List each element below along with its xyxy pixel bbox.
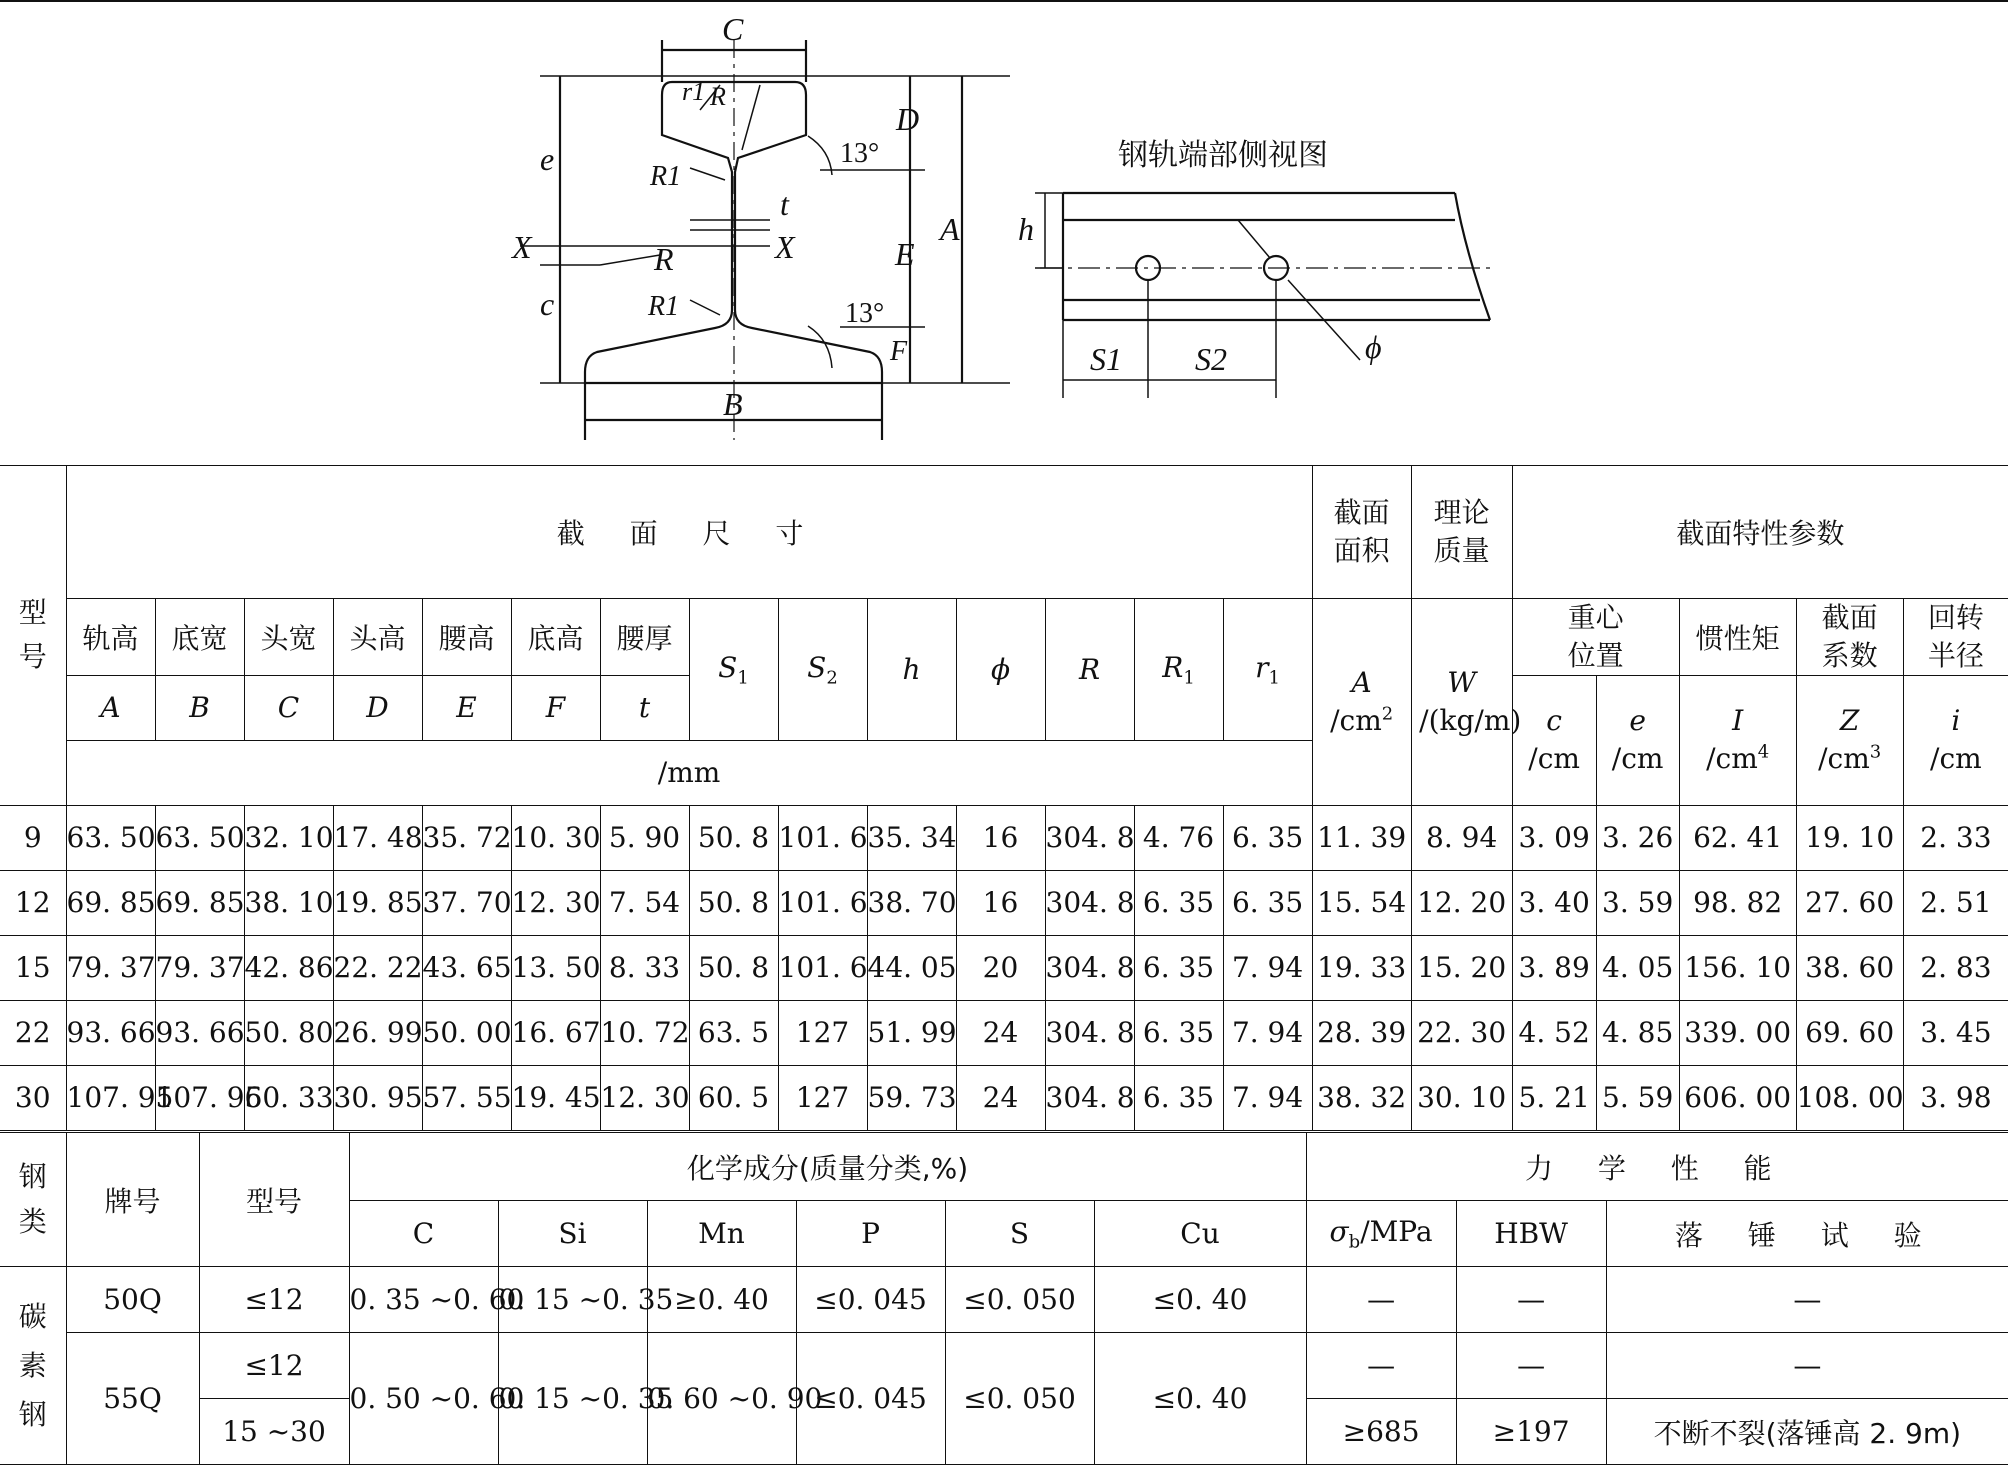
table-cell: 15. 20 — [1411, 935, 1512, 1000]
label-R1-top: R1 — [650, 161, 682, 192]
table-cell: 127 — [778, 1000, 867, 1065]
table-cell: 339. 00 — [1679, 1000, 1796, 1065]
mm-unit: /mm — [66, 740, 1312, 805]
chem-header: 化学成分(质量分类,%) — [349, 1133, 1306, 1201]
label-X-right: X — [775, 229, 795, 265]
col-symbol-6: t — [600, 675, 689, 740]
table-cell: 4. 05 — [1596, 935, 1679, 1000]
inertia-header: 惯性矩 — [1679, 599, 1796, 676]
table-cell: 20 — [956, 935, 1045, 1000]
table-cell: 38. 10 — [244, 870, 333, 935]
col-symbol-4: E — [422, 675, 511, 740]
table-cell: 2. 83 — [1903, 935, 2008, 1000]
table-cell: 4. 76 — [1134, 805, 1223, 870]
col-name-5: 底高 — [511, 599, 600, 676]
table-cell: 44. 05 — [867, 935, 956, 1000]
extra-symbol-4: R — [1045, 599, 1134, 741]
table-cell: 6. 35 — [1134, 870, 1223, 935]
model-50q: ≤12 — [199, 1267, 349, 1333]
composition-table — [0, 1132, 2008, 1465]
extra-symbol-5: $R_1$ — [1134, 599, 1223, 741]
table-cell: 7. 94 — [1223, 935, 1312, 1000]
table-cell: 304. 8 — [1045, 1065, 1134, 1130]
extra-symbol-6: $r_1$ — [1223, 599, 1312, 741]
table-cell: 7. 94 — [1223, 1065, 1312, 1130]
table-cell: 10. 72 — [600, 1000, 689, 1065]
col-symbol-3: D — [333, 675, 422, 740]
table-cell: 107. 95 — [66, 1065, 155, 1130]
table-cell: 304. 8 — [1045, 870, 1134, 935]
table-cell: 35. 34 — [867, 805, 956, 870]
dimension-table — [0, 465, 2008, 1131]
row-model-cell: 9 — [0, 805, 66, 870]
props-header: 截面特性参数 — [1512, 466, 2008, 599]
row-model-cell: 22 — [0, 1000, 66, 1065]
table-cell: 63. 50 — [155, 805, 244, 870]
table-cell: 5. 59 — [1596, 1065, 1679, 1130]
extra-symbol-2: h — [867, 599, 956, 741]
label-S1: S1 — [1090, 341, 1122, 377]
table-cell: 19. 85 — [333, 870, 422, 935]
table-cell: 50. 00 — [422, 1000, 511, 1065]
table-cell: 107. 95 — [155, 1065, 244, 1130]
grade-50q: 50Q — [66, 1267, 199, 1333]
table-cell: 24 — [956, 1065, 1045, 1130]
table-cell: 63. 5 — [689, 1000, 778, 1065]
table-cell: 26. 99 — [333, 1000, 422, 1065]
table-cell: 62. 41 — [1679, 805, 1796, 870]
table-cell: 79. 37 — [155, 935, 244, 1000]
table-cell: 2. 51 — [1903, 870, 2008, 935]
table-cell: 4. 85 — [1596, 1000, 1679, 1065]
table-cell: 19. 33 — [1312, 935, 1411, 1000]
drop-50q: — — [1606, 1267, 2008, 1333]
table-cell: 16 — [956, 870, 1045, 935]
table-cell: 10. 30 — [511, 805, 600, 870]
table-cell: 3. 40 — [1512, 870, 1596, 935]
label-angle-top: 13° — [840, 138, 880, 169]
prop-unit-2: I $/cm^4$ — [1679, 675, 1796, 805]
table-cell: 43. 65 — [422, 935, 511, 1000]
col-symbol-1: B — [155, 675, 244, 740]
table-cell: 19. 10 — [1796, 805, 1903, 870]
grade-55q: 55Q — [66, 1333, 199, 1465]
label-phi: ϕ — [1365, 329, 1382, 365]
cu-55q: ≤0. 40 — [1094, 1333, 1306, 1465]
table-cell: 57. 55 — [422, 1065, 511, 1130]
si-50q: 0. 15 ~0. 35 — [498, 1267, 647, 1333]
s-50q: ≤0. 050 — [945, 1267, 1094, 1333]
row-model-cell: 15 — [0, 935, 66, 1000]
mn-50q: ≥0. 40 — [647, 1267, 796, 1333]
prop-unit-3: Z $/cm^3$ — [1796, 675, 1903, 805]
table-cell: 6. 35 — [1134, 1065, 1223, 1130]
table-cell: 2. 33 — [1903, 805, 2008, 870]
table-cell: 7. 94 — [1223, 1000, 1312, 1065]
table-cell: 16. 67 — [511, 1000, 600, 1065]
c-50q: 0. 35 ~0. 60 — [349, 1267, 498, 1333]
p-50q: ≤0. 045 — [796, 1267, 945, 1333]
section-size-header: 截 面 尺 寸 — [66, 466, 1312, 599]
cu-50q: ≤0. 40 — [1094, 1267, 1306, 1333]
table-cell: 63. 50 — [66, 805, 155, 870]
label-C: C — [722, 11, 744, 47]
element-Cu: Cu — [1094, 1201, 1306, 1267]
table-cell: 6. 35 — [1134, 935, 1223, 1000]
table-cell: 6. 35 — [1223, 805, 1312, 870]
side-view-caption: 钢轨端部侧视图 — [1118, 138, 1328, 173]
table-cell: 27. 60 — [1796, 870, 1903, 935]
model-55q-b: 15 ~30 — [199, 1399, 349, 1465]
centroid-header: 重心位置 — [1512, 599, 1679, 676]
element-C: C — [349, 1201, 498, 1267]
table-cell: 5. 90 — [600, 805, 689, 870]
label-e: e — [540, 141, 555, 177]
table-cell: 69. 60 — [1796, 1000, 1903, 1065]
modulus-header: 截面系数 — [1796, 599, 1903, 676]
table-cell: 93. 66 — [66, 1000, 155, 1065]
table-cell: 5. 21 — [1512, 1065, 1596, 1130]
table-row — [0, 1000, 2008, 1065]
c-55q: 0. 50 ~0. 60 — [349, 1333, 498, 1465]
table-cell: 69. 85 — [66, 870, 155, 935]
table-cell: 69. 85 — [155, 870, 244, 935]
table-cell: 24 — [956, 1000, 1045, 1065]
table-row — [0, 1065, 2008, 1130]
table-cell: 606. 00 — [1679, 1065, 1796, 1130]
table-cell: 304. 8 — [1045, 805, 1134, 870]
label-c: c — [540, 286, 555, 322]
drop-header: 落 锤 试 验 — [1606, 1201, 2008, 1267]
sigma-50q: — — [1306, 1267, 1456, 1333]
table-cell: 22. 22 — [333, 935, 422, 1000]
table-cell: 30. 10 — [1411, 1065, 1512, 1130]
table-cell: 38. 70 — [867, 870, 956, 935]
table-cell: 8. 94 — [1411, 805, 1512, 870]
table-cell: 35. 72 — [422, 805, 511, 870]
table-cell: 127 — [778, 1065, 867, 1130]
area-header: 截面面积 — [1312, 466, 1411, 599]
col-symbol-0: A — [66, 675, 155, 740]
grade-header: 牌号 — [66, 1133, 199, 1267]
extra-symbol-1: $S_2$ — [778, 599, 867, 741]
table-cell: 50. 8 — [689, 935, 778, 1000]
label-X-left: X — [512, 229, 532, 265]
steel-class-header: 钢类 — [0, 1133, 66, 1267]
table-cell: 12. 30 — [511, 870, 600, 935]
table-cell: 37. 70 — [422, 870, 511, 935]
rail-drawings — [0, 0, 2008, 465]
table-cell: 30. 95 — [333, 1065, 422, 1130]
table-cell: 60. 33 — [244, 1065, 333, 1130]
table-cell: 59. 73 — [867, 1065, 956, 1130]
drop-55q-a: — — [1606, 1333, 2008, 1399]
col-name-2: 头宽 — [244, 599, 333, 676]
element-P: P — [796, 1201, 945, 1267]
table-cell: 3. 89 — [1512, 935, 1596, 1000]
table-cell: 13. 50 — [511, 935, 600, 1000]
extra-symbol-0: $S_1$ — [689, 599, 778, 741]
mn-55q: 0. 60 ~0. 90 — [647, 1333, 796, 1465]
table-cell: 3. 26 — [1596, 805, 1679, 870]
label-R-mid: R — [654, 241, 674, 277]
label-angle-bottom: 13° — [845, 298, 885, 329]
col-name-6: 腰厚 — [600, 599, 689, 676]
mech-header: 力 学 性 能 — [1306, 1133, 2008, 1201]
label-h: h — [1018, 211, 1034, 247]
drop-55q-b: 不断不裂(落锤高 2. 9m) — [1606, 1399, 2008, 1465]
table-cell: 38. 60 — [1796, 935, 1903, 1000]
element-Si: Si — [498, 1201, 647, 1267]
table-cell: 6. 35 — [1223, 870, 1312, 935]
table-cell: 108. 00 — [1796, 1065, 1903, 1130]
col-name-4: 腰高 — [422, 599, 511, 676]
sigma-55q-a: — — [1306, 1333, 1456, 1399]
label-t: t — [780, 186, 789, 222]
col-symbol-5: F — [511, 675, 600, 740]
element-Mn: Mn — [647, 1201, 796, 1267]
table-cell: 19. 45 — [511, 1065, 600, 1130]
label-F: F — [890, 336, 908, 367]
table-cell: 93. 66 — [155, 1000, 244, 1065]
table-cell: 38. 32 — [1312, 1065, 1411, 1130]
table-cell: 4. 52 — [1512, 1000, 1596, 1065]
table-cell: 3. 45 — [1903, 1000, 2008, 1065]
figures-area — [0, 0, 2008, 465]
table-cell: 50. 8 — [689, 805, 778, 870]
mass-unit-cell: W /(kg/m) — [1411, 599, 1512, 806]
table-cell: 304. 8 — [1045, 935, 1134, 1000]
table-row — [0, 935, 2008, 1000]
steel-class-cell: 碳素钢 — [0, 1267, 66, 1465]
table-cell: 156. 10 — [1679, 935, 1796, 1000]
mass-header: 理论质量 — [1411, 466, 1512, 599]
model-header: 型号 — [0, 466, 66, 806]
col-name-1: 底宽 — [155, 599, 244, 676]
table-cell: 51. 99 — [867, 1000, 956, 1065]
sigma-header: $\sigma_b$/MPa — [1306, 1201, 1456, 1267]
label-S2: S2 — [1195, 341, 1227, 377]
table-cell: 15. 54 — [1312, 870, 1411, 935]
table-cell: 50. 80 — [244, 1000, 333, 1065]
table-cell: 79. 37 — [66, 935, 155, 1000]
table-cell: 12. 20 — [1411, 870, 1512, 935]
table-cell: 304. 8 — [1045, 1000, 1134, 1065]
label-A: A — [940, 211, 960, 247]
table-cell: 8. 33 — [600, 935, 689, 1000]
extra-symbol-3: ϕ — [956, 599, 1045, 741]
hbw-55q-a: — — [1456, 1333, 1606, 1399]
table-cell: 98. 82 — [1679, 870, 1796, 935]
col-name-0: 轨高 — [66, 599, 155, 676]
area-unit-cell: A $/cm^2$ — [1312, 599, 1411, 806]
table-cell: 22. 30 — [1411, 1000, 1512, 1065]
table-cell: 60. 5 — [689, 1065, 778, 1130]
table-cell: 3. 98 — [1903, 1065, 2008, 1130]
model-55q-a: ≤12 — [199, 1333, 349, 1399]
label-E: E — [895, 236, 915, 272]
table-cell: 50. 8 — [689, 870, 778, 935]
table-cell: 101. 6 — [778, 805, 867, 870]
table-cell: 12. 30 — [600, 1065, 689, 1130]
dimension-rows — [0, 805, 2008, 1130]
table-cell: 7. 54 — [600, 870, 689, 935]
prop-unit-1: e /cm — [1596, 675, 1679, 805]
label-R1-bottom: R1 — [648, 291, 680, 322]
element-S: S — [945, 1201, 1094, 1267]
table-cell: 11. 39 — [1312, 805, 1411, 870]
table-cell: 16 — [956, 805, 1045, 870]
s-55q: ≤0. 050 — [945, 1333, 1094, 1465]
hbw-header: HBW — [1456, 1201, 1606, 1267]
sigma-55q-b: ≥685 — [1306, 1399, 1456, 1465]
label-B: B — [723, 386, 743, 422]
table-cell: 28. 39 — [1312, 1000, 1411, 1065]
label-R-top: R — [710, 82, 726, 111]
radius-header: 回转半径 — [1903, 599, 2008, 676]
table-row — [0, 870, 2008, 935]
hbw-50q: — — [1456, 1267, 1606, 1333]
row-model-cell: 12 — [0, 870, 66, 935]
si-55q: 0. 15 ~0. 35 — [498, 1333, 647, 1465]
table-cell: 42. 86 — [244, 935, 333, 1000]
table-row — [0, 805, 2008, 870]
col-name-3: 头高 — [333, 599, 422, 676]
table-cell: 6. 35 — [1134, 1000, 1223, 1065]
table-cell: 3. 09 — [1512, 805, 1596, 870]
chem-model-header: 型号 — [199, 1133, 349, 1267]
table-cell: 3. 59 — [1596, 870, 1679, 935]
col-symbol-2: C — [244, 675, 333, 740]
table-cell: 17. 48 — [333, 805, 422, 870]
table-cell: 101. 6 — [778, 870, 867, 935]
row-model-cell: 30 — [0, 1065, 66, 1130]
table-cell: 32. 10 — [244, 805, 333, 870]
p-55q: ≤0. 045 — [796, 1333, 945, 1465]
label-D: D — [896, 101, 920, 137]
prop-unit-0: c /cm — [1512, 675, 1596, 805]
label-r1: r1 — [682, 77, 706, 106]
table-cell: 101. 6 — [778, 935, 867, 1000]
hbw-55q-b: ≥197 — [1456, 1399, 1606, 1465]
prop-unit-4: i /cm — [1903, 675, 2008, 805]
